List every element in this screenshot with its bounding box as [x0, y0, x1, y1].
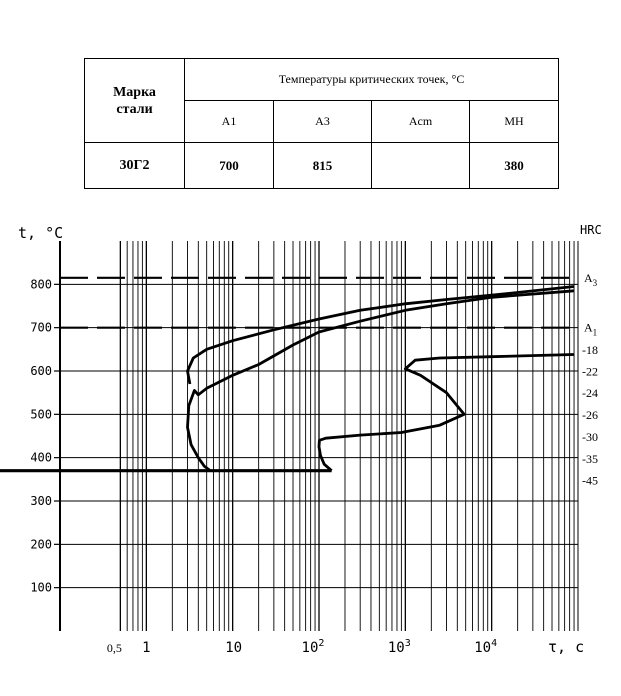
- point-acm: Acm: [372, 101, 470, 143]
- value-a3: 815: [274, 143, 372, 189]
- x-tick-label: $10^4$: [474, 638, 498, 656]
- hardness-label: -24: [582, 386, 598, 401]
- value-acm: [372, 143, 470, 189]
- hardness-label: -22: [582, 364, 598, 379]
- grade-header: Марка стали: [113, 84, 156, 117]
- grade-header-cell: [85, 59, 185, 143]
- point-a1: A1: [185, 101, 274, 143]
- curve-1: [188, 291, 575, 471]
- y-tick-label: 700: [30, 320, 52, 335]
- y-tick-label: 500: [30, 407, 52, 422]
- x-tick-label: $10^3$: [387, 638, 411, 656]
- y-tick-label: 200: [30, 537, 52, 552]
- hrc-label: HRC: [580, 223, 602, 237]
- critical-label-a3: $A_3$: [584, 270, 598, 288]
- point-mh: MH: [470, 101, 559, 143]
- hardness-label: -26: [582, 407, 598, 422]
- x-tick-label: 1: [142, 640, 151, 656]
- critical-points-table: [84, 58, 559, 189]
- y-tick-label: 100: [30, 580, 52, 595]
- y-tick-label: 300: [30, 494, 52, 508]
- x-tick-label: 0,5: [106, 641, 122, 655]
- x-axis-label: τ, с: [548, 638, 585, 656]
- value-mh: 380: [470, 143, 559, 189]
- ttt-diagram: [0, 210, 621, 690]
- y-tick-label: 600: [30, 364, 52, 378]
- y-tick-label: 800: [30, 277, 52, 292]
- hardness-label: -35: [582, 451, 598, 466]
- hardness-label: -45: [582, 473, 598, 488]
- point-a3: A3: [274, 101, 372, 143]
- steel-grade: 30Г2: [85, 143, 185, 189]
- value-a1: 700: [185, 143, 274, 189]
- x-tick-label: $10^2$: [301, 638, 325, 656]
- x-tick-label: 10: [225, 640, 243, 656]
- hardness-label: -30: [582, 429, 598, 444]
- temps-header: Температуры критических точек, °С: [185, 59, 559, 101]
- y-axis-label: t, °C: [18, 224, 64, 242]
- critical-label-a1: $A_1$: [584, 320, 598, 338]
- y-tick-label: 400: [30, 450, 52, 465]
- hardness-label: -18: [582, 343, 598, 358]
